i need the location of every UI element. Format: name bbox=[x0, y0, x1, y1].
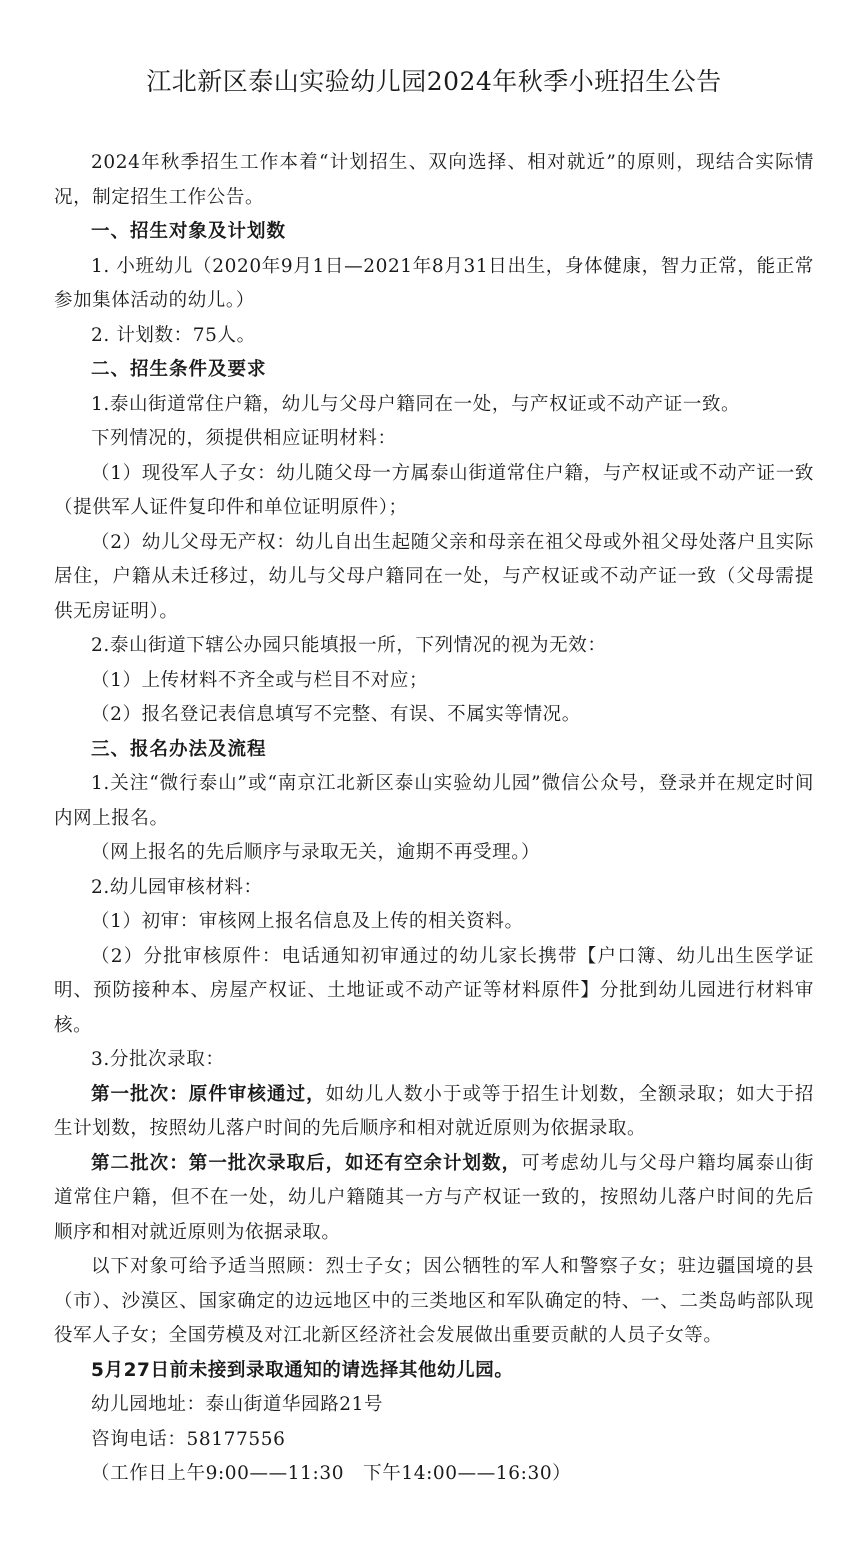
care-paragraph: 以下对象可给予适当照顾：烈士子女；因公牺牲的军人和警察子女；驻边疆国境的县（市）、沙漠区、国家确定的边远地区中的三类地区和军队确定的特、一、二类岛屿部队现役军人子女；全国劳模及对江北新区经济社会发展做出重要贡献的人员子女等。 bbox=[54, 1256, 814, 1346]
section-heading: 一、招生对象及计划数 bbox=[91, 221, 287, 242]
address-line: 幼儿园地址：泰山街道华园路21号 bbox=[91, 1394, 384, 1415]
section2-item1-sub2: （2）幼儿父母无产权：幼儿自出生起随父亲和母亲在祖父母或外祖父母处落户且实际居住，户籍从未迁移过，幼儿与父母户籍同在一处，与产权证或不动产证一致（父母需提供无房证明）。 bbox=[54, 531, 814, 622]
section3-item1: 1.关注“微行泰山”或“南京江北新区泰山实验幼儿园”微信公众号，登录并在规定时间内网上报名。 bbox=[54, 773, 814, 829]
section3-item3: 3.分批次录取： bbox=[91, 1049, 225, 1070]
section3-item2: 2.幼儿园审核材料： bbox=[91, 876, 263, 898]
section1-item1: 1. 小班幼儿（2020年9月1日—2021年8月31日出生，身体健康，智力正常，能正常参加集体活动的幼儿。） bbox=[54, 255, 814, 311]
phone-line: 咨询电话：58177556 bbox=[91, 1428, 286, 1450]
batch2-label: 第二批次：第一批次录取后，如还有空余计划数， bbox=[91, 1152, 522, 1174]
section2-item2: 2.泰山街道下辖公办园只能填报一所，下列情况的视为无效： bbox=[91, 635, 607, 656]
page-title: 江北新区泰山实验幼儿园2024年秋季小班招生公告 bbox=[146, 67, 722, 96]
section-heading: 三、报名办法及流程 bbox=[91, 738, 267, 760]
section3-item2-sub1: （1）初审：审核网上报名信息及上传的相关资料。 bbox=[91, 911, 524, 932]
hours-line: （工作日上午9:00——11:30 下午14:00——16:30） bbox=[91, 1463, 572, 1484]
section3-item2-sub2: （2）分批审核原件：电话通知初审通过的幼儿家长携带【户口簿、幼儿出生医学证明、预防接种本、房屋产权证、土地证或不动产证等材料原件】分批到幼儿园进行材料审核。 bbox=[54, 945, 814, 1036]
section1-item2: 2. 计划数：75人。 bbox=[91, 324, 256, 346]
deadline-notice: 5月27日前未接到录取通知的请选择其他幼儿园。 bbox=[91, 1359, 514, 1381]
batch1-label: 第一批次：原件审核通过， bbox=[91, 1083, 326, 1105]
batch2-paragraph bbox=[54, 1147, 814, 1251]
section2-item2-sub1: （1）上传材料不齐全或与栏目不对应； bbox=[91, 669, 429, 691]
section2-item2-sub2: （2）报名登记表信息填写不完整、有误、不属实等情况。 bbox=[91, 704, 581, 725]
section2-item1-sub1: （1）现役军人子女：幼儿随父母一方属泰山街道常住户籍，与产权证或不动产证一致（提供军人证件复印件和单位证明原件）； bbox=[54, 462, 814, 518]
section2-item1-note: 下列情况的，须提供相应证明材料： bbox=[91, 428, 397, 449]
section2-item1: 1.泰山街道常住户籍，幼儿与父母户籍同在一处，与产权证或不动产证一致。 bbox=[91, 393, 741, 415]
batch1-text: 如幼儿人数小于或等于招生计划数，全额录取；如大于招生计划数，按照幼儿落户时间的先后顺序和相对就近原则为依据录取。 bbox=[54, 1083, 814, 1139]
intro-paragraph: 2024年秋季招生工作本着“计划招生、双向选择、相对就近”的原则，现结合实际情况，制定招生工作公告。 bbox=[54, 152, 814, 208]
batch1-paragraph bbox=[54, 1078, 814, 1147]
section3-item1-note: （网上报名的先后顺序与录取无关，逾期不再受理。） bbox=[91, 842, 541, 863]
batch2-text: 可考虑幼儿与父母户籍均属泰山街道常住户籍，但不在一处，幼儿户籍随其一方与产权证一致的，按照幼儿落户时间的先后顺序和相对就近原则为依据录取。 bbox=[54, 1152, 814, 1243]
section-heading: 二、招生条件及要求 bbox=[91, 359, 267, 380]
